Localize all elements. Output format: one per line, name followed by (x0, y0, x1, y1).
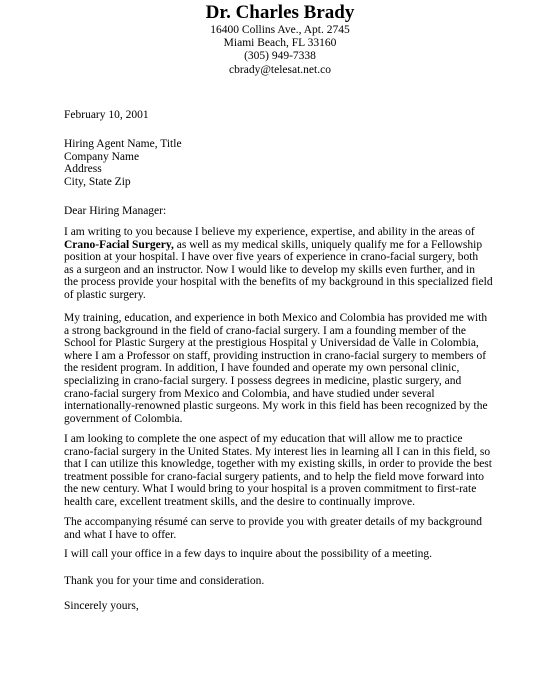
sender-name: Dr. Charles Brady (205, 2, 355, 23)
paragraph-line: crano-facial surgery from Mexico and Colombia, and have studied under several (64, 387, 435, 400)
sender-phone: (305) 949-7338 (244, 50, 316, 63)
paragraph-line: health care, excellent treatment skills, and the desire to continually improve. (64, 495, 415, 508)
recipient-address (64, 138, 504, 188)
date-text: February 10, 2001 (64, 109, 149, 121)
sender-street: 16400 Collins Ave., Apt. 2745 (210, 24, 350, 36)
paragraph-line: specializing in crano-facial surgery. I possess degrees in medicine, plastic surgery, and (64, 374, 462, 387)
paragraph-line: of plastic surgery. (64, 288, 146, 301)
paragraph-line-rest: as well as my medical skills, uniquely qualify me for a Fellowship (173, 238, 483, 251)
paragraph-line: My training, education, and experience in both Mexico and Colombia has provided me with (64, 312, 488, 324)
sender-email: cbrady@telesat.net.co (229, 63, 331, 76)
paragraph-line: I will call your office in a few days to inquire about the possibility of a meeting. (64, 548, 433, 560)
closing (64, 600, 504, 613)
paragraph-line: School for Plastic Surgery at the prestigious Hospital y Universidad de Valle in Colombia, (64, 337, 479, 350)
sender-city: Miami Beach, FL 33160 (223, 37, 337, 50)
paragraph-line: treatment possible for crano-facial surgery patients, and to help the field move forward into (64, 470, 485, 483)
paragraph-line: as a surgeon and an instructor. Now I would like to develop my skills even further, and in (64, 263, 476, 276)
paragraph-line: I am looking to complete the one aspect of my education that will allow me to practice (64, 433, 463, 445)
paragraph-line: government of Colombia. (64, 412, 183, 425)
letter-date (64, 109, 504, 122)
paragraph-2 (64, 312, 504, 425)
recipient-company: Company Name (64, 150, 140, 163)
paragraph-line: The accompanying résumé can serve to provide you with greater details of my background (64, 516, 483, 528)
paragraph-1 (64, 226, 504, 302)
paragraph-line: that I can utilize this knowledge, together with my existing skills, in order to provide the best (64, 458, 492, 471)
paragraph-line (64, 239, 504, 252)
paragraph-line: Thank you for your time and consideration. (64, 575, 265, 587)
paragraph-6 (64, 575, 504, 588)
paragraph-line: where I am a Professor on staff, providing instruction in crano-facial surgery to members of (64, 349, 487, 362)
specialty-emphasis: Crano-Facial Surgery, (64, 238, 174, 251)
paragraph-line: the process provide your hospital with the benefits of my background in this specialized field (64, 276, 493, 289)
paragraph-line: I am writing to you because I believe my experience, expertise, and ability in the areas of (64, 226, 475, 238)
paragraph-line: a strong background in the field of crano-facial surgery. I am a founding member of the (64, 324, 467, 337)
paragraph-5 (64, 548, 504, 561)
recipient-name-title: Hiring Agent Name, Title (64, 138, 182, 150)
paragraph-line: internationally-renowned plastic surgeons. My work in this field has been recognized by the (64, 400, 488, 413)
paragraph-line: the resident program. In addition, I have founded and operate my own personal clinic, (64, 362, 460, 375)
paragraph-line: position at your hospital. I have over five years of experience in crano-facial surgery, both (64, 251, 479, 264)
recipient-address-line: Address (64, 163, 102, 176)
paragraph-3 (64, 433, 504, 509)
paragraph-line: and what I have to offer. (64, 528, 177, 541)
paragraph-line: crano-facial surgery in the United States. My interest lies in learning all I can in this field, so (64, 445, 491, 458)
closing-text: Sincerely yours, (64, 600, 139, 612)
recipient-city-state-zip: City, State Zip (64, 175, 131, 188)
paragraph-line: the new century. What I would bring to your hospital is a proven commitment to first-rate (64, 483, 477, 496)
salutation-text: Dear Hiring Manager: (64, 205, 167, 217)
letterhead (0, 2, 550, 77)
paragraph-4 (64, 516, 504, 541)
salutation (64, 205, 504, 218)
